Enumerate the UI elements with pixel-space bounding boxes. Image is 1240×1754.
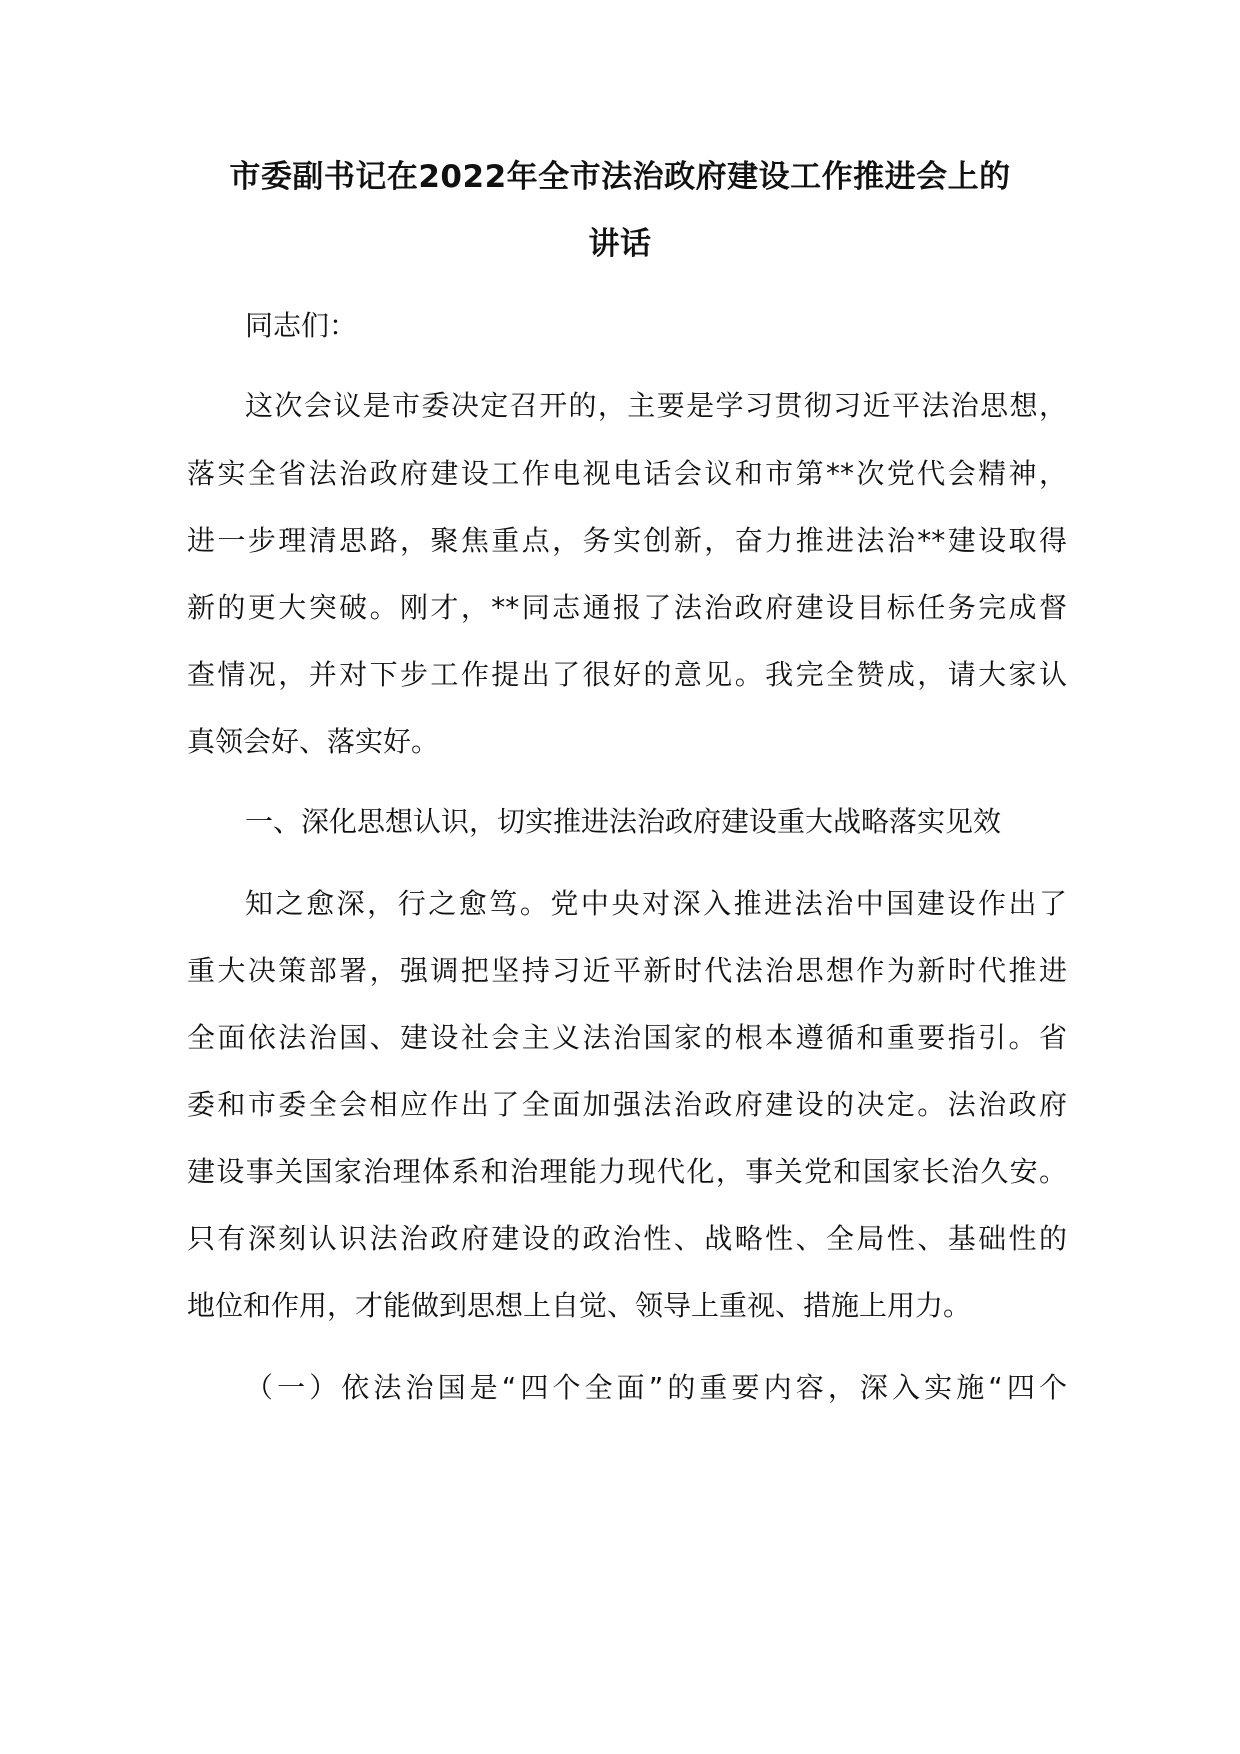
document-title-line-2: 讲话 [588, 226, 652, 262]
paragraph-2-line: 全面依法治国、建设社会主义法治国家的根本遵循和重要指引。省 [187, 1021, 1067, 1054]
paragraph-2-line: 委和市委全会相应作出了全面加强法治政府建设的决定。法治政府 [187, 1088, 1067, 1121]
paragraph-1-line: 查情况，并对下步工作提出了很好的意见。我完全赞成，请大家认 [187, 658, 1067, 691]
paragraph-1-line: 新的更大突破。刚才，**同志通报了法治政府建设目标任务完成督 [187, 591, 1067, 624]
paragraph-1-line: 落实全省法治政府建设工作电视电话会议和市第**次党代会精神， [187, 457, 1067, 490]
paragraph-2-line: 建设事关国家治理体系和治理能力现代化，事关党和国家长治久安。 [187, 1155, 1067, 1188]
paragraph-2-line: 只有深刻认识法治政府建设的政治性、战略性、全局性、基础性的 [187, 1222, 1067, 1255]
paragraph-2-line: 重大决策部署，强调把坚持习近平新时代法治思想作为新时代推进 [187, 954, 1067, 987]
document-title-line-1: 市委副书记在2022年全市法治政府建设工作推进会上的 [229, 159, 1011, 195]
paragraph-2-line: 知之愈深，行之愈笃。党中央对深入推进法治中国建设作出了 [245, 887, 1067, 920]
sub-heading-1: （一）依法治国是“四个全面”的重要内容，深入实施“四个 [245, 1371, 1067, 1404]
section-heading-1: 一、深化思想认识，切实推进法治政府建设重大战略落实见效 [245, 805, 1002, 838]
paragraph-1-line: 进一步理清思路，聚焦重点，务实创新，奋力推进法治**建设取得 [187, 524, 1067, 557]
paragraph-2-line: 地位和作用，才能做到思想上自觉、领导上重视、措施上用力。 [187, 1289, 972, 1322]
paragraph-1-line: 真领会好、落实好。 [187, 725, 440, 758]
salutation: 同志们： [245, 309, 358, 342]
paragraph-1-line: 这次会议是市委决定召开的，主要是学习贯彻习近平法治思想， [245, 389, 1067, 422]
